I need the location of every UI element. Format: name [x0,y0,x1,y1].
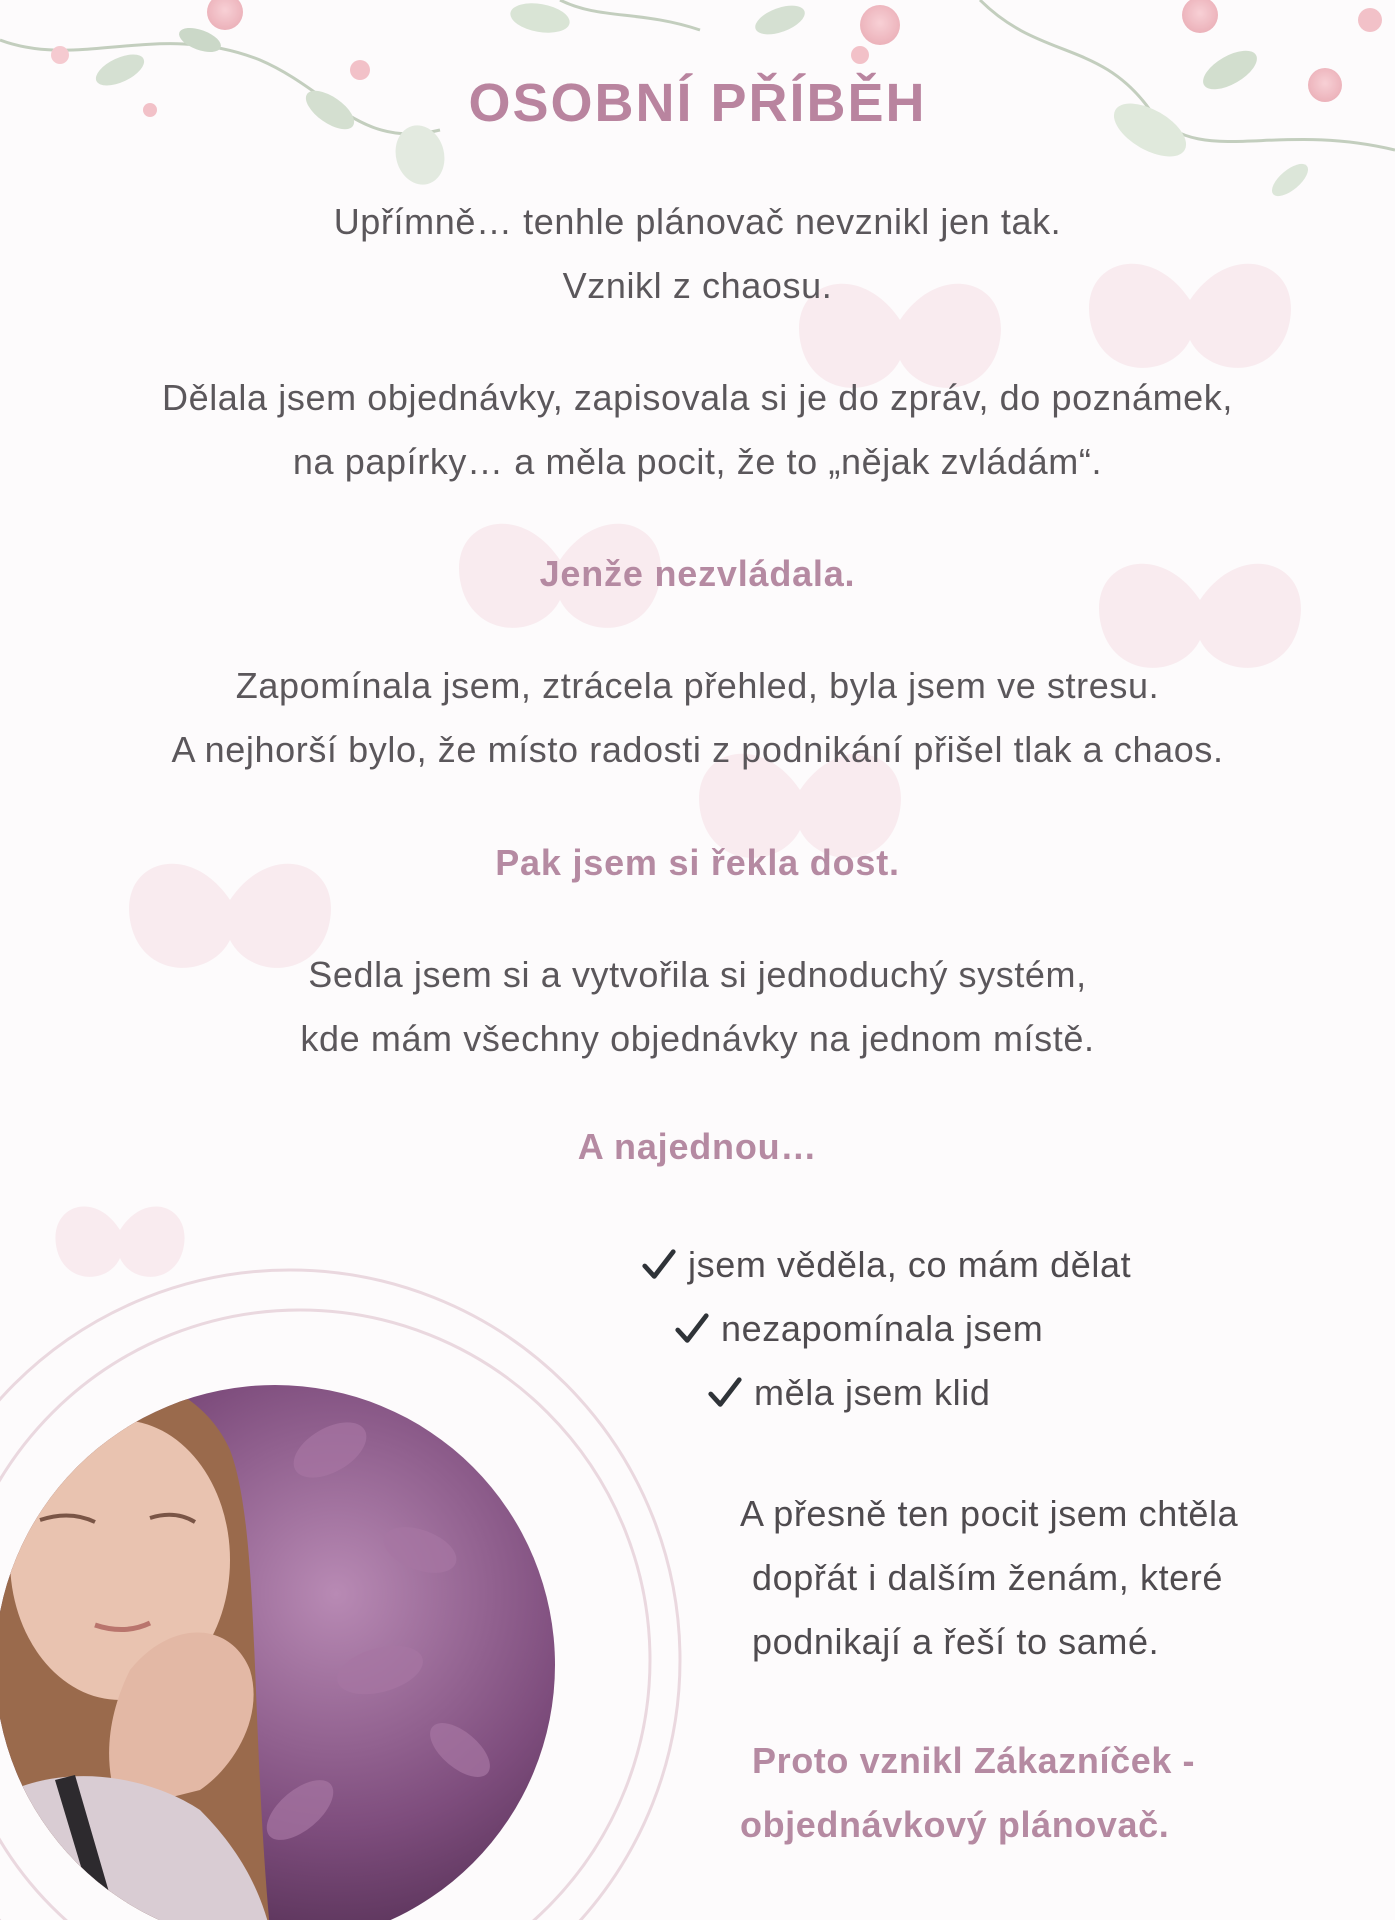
text-line: Sedla jsem si a vytvořila si jednoduchý systém, [308,954,1087,995]
text-line: A nejhorší bylo, že místo radosti z podnikání přišel tlak a chaos. [171,729,1224,770]
text-line: Zapomínala jsem, ztrácela přehled, byla jsem ve stresu. [235,665,1160,706]
checklist-text: měla jsem klid [754,1372,991,1413]
product-line: objednávkový plánovač. [740,1804,1170,1845]
checklist-item [706,1368,990,1418]
checkmark-icon [706,1374,744,1412]
text-line: Upřímně… tenhle plánovač nevznikl jen tak. [333,201,1062,242]
intro-paragraph [0,190,1395,318]
accent-heading: A najednou… [577,1126,818,1167]
text-line: Vznikl z chaosu. [562,265,833,306]
product-line: Proto vznikl Zákazníček - [752,1740,1196,1781]
checkmark-icon [640,1246,678,1284]
checklist-text: nezapomínala jsem [721,1308,1044,1349]
text-line: Dělala jsem objednávky, zapisovala si je do zpráv, do poznámek, [161,377,1233,418]
text-line: kde mám všechny objednávky na jednom místě. [300,1018,1095,1059]
page-title: OSOBNÍ PŘÍBĚH [468,73,927,133]
accent-heading: Pak jsem si řekla dost. [495,842,900,883]
checklist-text: jsem věděla, co mám dělat [688,1244,1132,1285]
system-paragraph [0,943,1395,1071]
closing-line: dopřát i dalším ženám, které [752,1557,1224,1598]
checkmark-icon [673,1310,711,1348]
closing-line: podnikají a řeší to samé. [752,1621,1160,1662]
chaos-paragraph [0,366,1395,494]
checklist-item [673,1304,1043,1354]
accent-heading: Jenže nezvládala. [539,553,856,594]
text-line: na papírky… a měla pocit, že to „nějak zvládám“. [292,441,1103,482]
closing-line: A přesně ten pocit jsem chtěla [740,1493,1239,1534]
checklist-item [640,1240,1131,1290]
stress-paragraph [0,654,1395,782]
